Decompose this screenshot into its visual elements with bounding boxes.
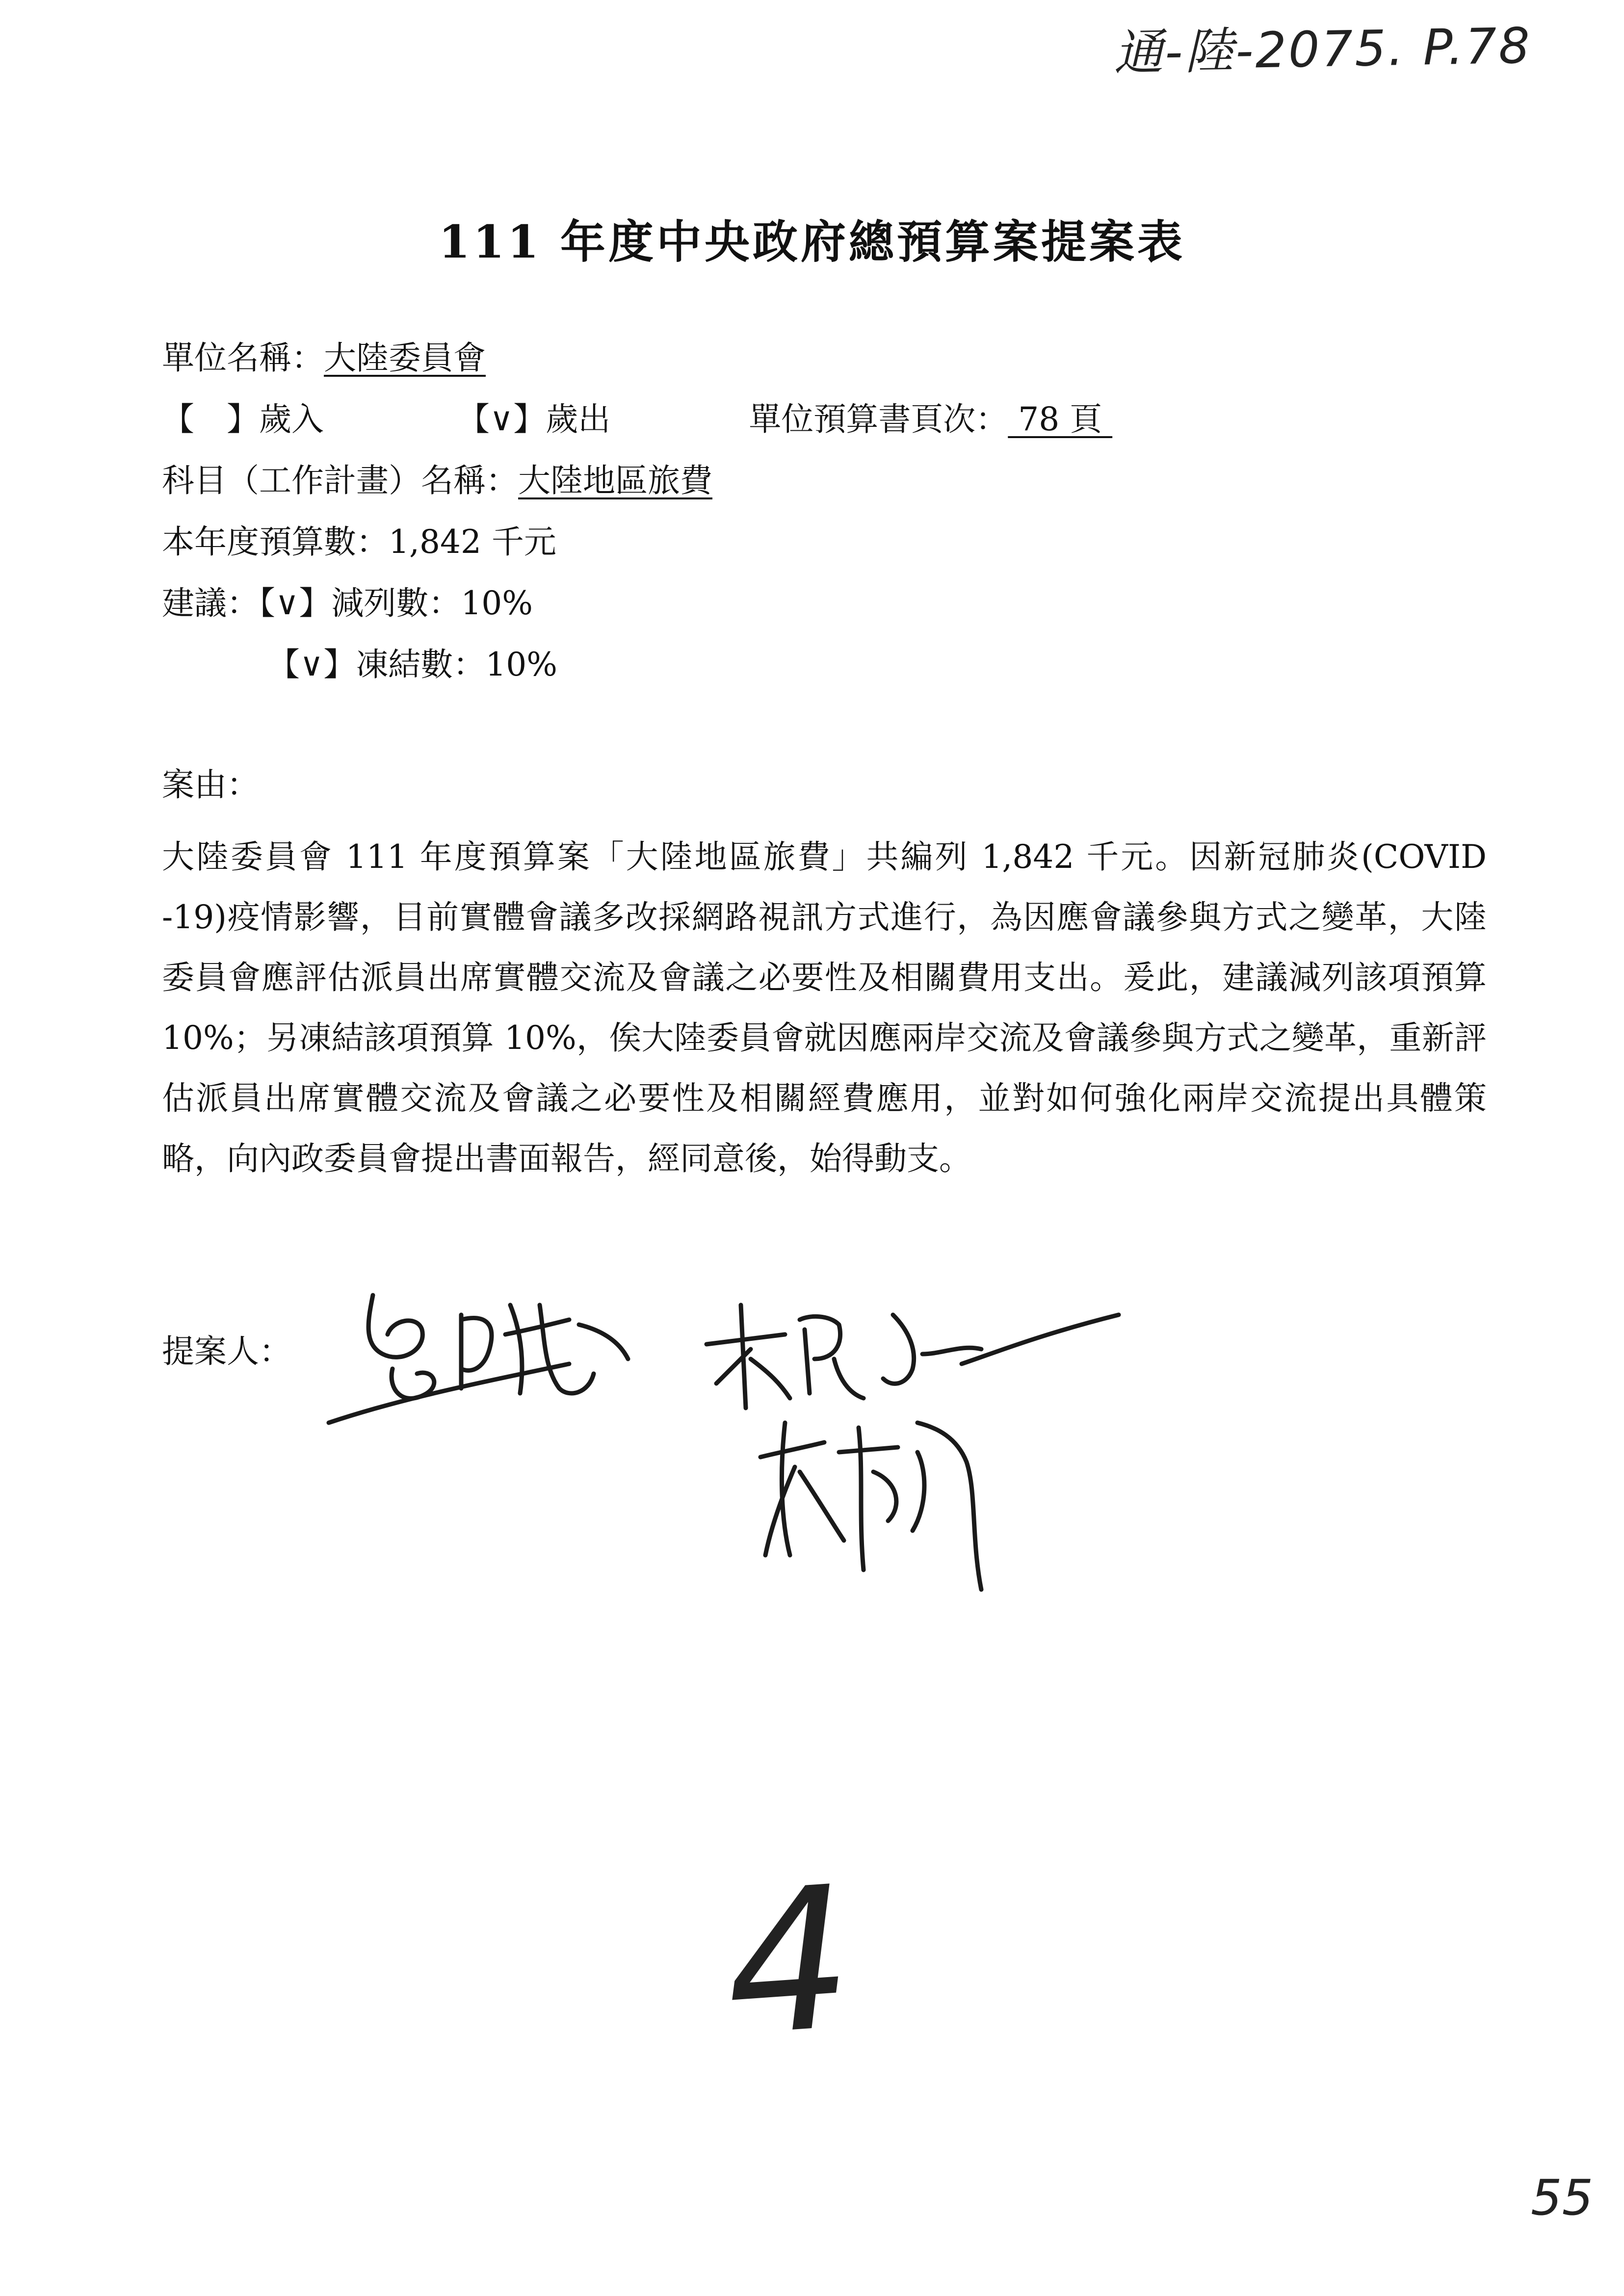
- revenue-label: 歲入: [259, 400, 324, 438]
- type-row: [162, 397, 1487, 442]
- signature-1: [314, 1276, 657, 1433]
- freeze-value: 10%: [485, 646, 558, 683]
- proposer-label: 提案人：: [162, 1332, 291, 1370]
- page-label: 單位預算書頁次：: [749, 400, 1008, 438]
- handwritten-reference: 通-陸-2075. P.78: [1113, 17, 1532, 82]
- signature-3: [751, 1393, 1006, 1599]
- proposal-cut-row: [162, 581, 533, 626]
- handwritten-number: 4: [718, 1844, 859, 2081]
- page-title: 111 年度中央政府總預算案提案表: [438, 215, 1186, 268]
- budget-row: [162, 520, 556, 564]
- reason-label: 案由：: [162, 766, 259, 804]
- budget-label: 本年度預算數：: [162, 523, 389, 561]
- subject-row: [162, 459, 712, 503]
- subject-value: 大陸地區旅費: [518, 462, 712, 499]
- freeze-label: 凍結數：: [356, 646, 486, 683]
- page-value: 78 頁: [1008, 400, 1113, 438]
- handwritten-page-number: 55: [1531, 2169, 1594, 2226]
- expense-checkbox: 【∨】: [457, 400, 546, 438]
- expense-label: 歲出: [546, 400, 611, 438]
- cut-checkbox: 【∨】: [259, 584, 332, 622]
- reason-text: 大陸委員會 111 年度預算案「大陸地區旅費」共編列 1,842 千元。因新冠肺炎(COVID -19)疫情影響，目前實體會議多改採網路視訊方式進行，為因應會議參與方式之變革，大陸委員會應評估派員出席實體交流及會議之必要性及相關費用支出。爰此，建議減列該項預算 10%；另凍結該項預算 10%，俟大陸委員會就因應兩岸交流及會議參與方式之變革，重新評估派員出席實體交流及會議之必要性及相關經費應用，並對如何強化兩岸交流提出具體策略，向內政委員會提出書面報告，經同意後，始得動支。: [162, 838, 1487, 1177]
- cut-value: 10%: [461, 584, 533, 622]
- proposal-label: 建議：: [162, 584, 259, 622]
- unit-label: 單位名稱：: [162, 339, 324, 377]
- budget-value: 1,842 千元: [389, 523, 556, 561]
- unit-row: [162, 336, 486, 380]
- freeze-checkbox: 【∨】: [267, 646, 356, 683]
- unit-value: 大陸委員會: [324, 339, 486, 377]
- subject-label: 科目（工作計畫）名稱：: [162, 462, 518, 499]
- revenue-checkbox: 【 】: [162, 400, 259, 438]
- cut-label: 減列數：: [331, 584, 461, 622]
- proposal-freeze-row: [267, 643, 557, 687]
